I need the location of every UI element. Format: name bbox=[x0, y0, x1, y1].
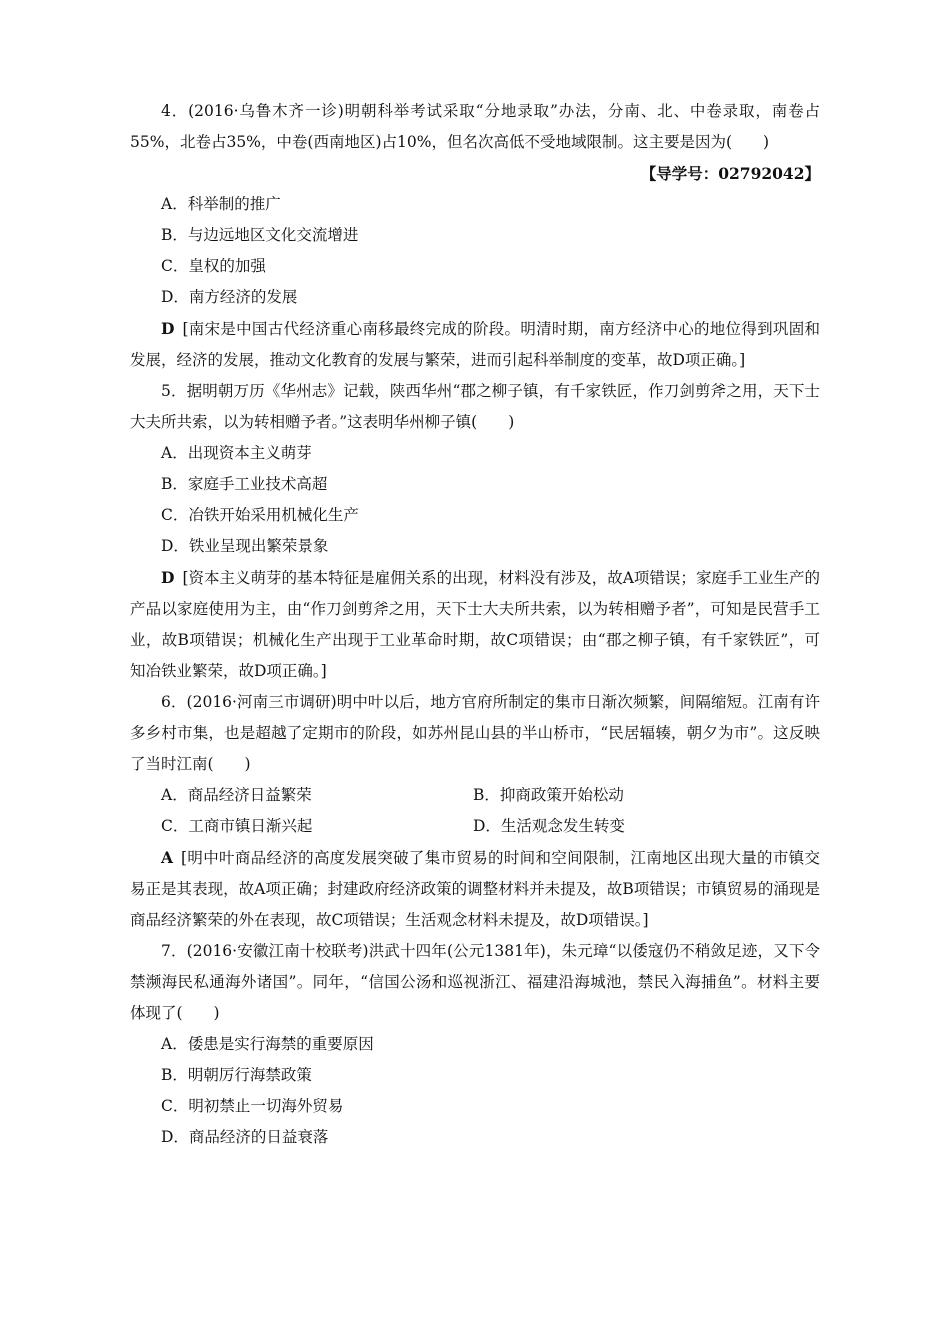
option-c: C．冶铁开始采用机械化生产 bbox=[161, 506, 359, 524]
option-d: D．南方经济的发展 bbox=[161, 288, 298, 306]
question-5 bbox=[130, 376, 820, 687]
answer-letter: D bbox=[161, 568, 175, 587]
answer-letter: A bbox=[161, 848, 174, 867]
explanation-text: [明中叶商品经济的高度发展突破了集市贸易的时间和空间限制，江南地区出现大量的市镇交易正是其表现，故A项正确；封建政府经济政策的调整材料并未提及，故B项错误；市镇贸易的涌现是商品经济繁荣的外在表现，故C项错误；生活观念材料未提及，故D项错误。] bbox=[130, 849, 820, 929]
option-b: B．与边远地区文化交流增进 bbox=[161, 226, 359, 244]
option-b: B．家庭手工业技术高超 bbox=[161, 475, 328, 493]
explanation-text: [资本主义萌芽的基本特征是雇佣关系的出现，材料没有涉及，故A项错误；家庭手工业生产的产品以家庭使用为主，由“作刀剑剪斧之用，天下士大夫所共索，以为转相赠予者”，可知是民营手工业，故B项错误；机械化生产出现于工业革命时期，故C项错误；由“郡之柳子镇，有千家铁匠”，可知冶铁业繁荣，故D项正确。] bbox=[130, 569, 820, 680]
question-6 bbox=[130, 687, 820, 936]
option-a: A．倭患是实行海禁的重要原因 bbox=[161, 1035, 374, 1053]
option-c: C．明初禁止一切海外贸易 bbox=[161, 1097, 344, 1115]
question-7 bbox=[130, 936, 820, 1153]
option-row bbox=[130, 811, 820, 842]
explanation-text: [南宋是中国古代经济重心南移最终完成的阶段。明清时期，南方经济中心的地位得到巩固和发展，经济的发展，推动文化教育的发展与繁荣，进而引起科举制度的变革，故D项正确。] bbox=[130, 320, 820, 369]
question-stem: 6．(2016·河南三市调研)明中叶以后，地方官府所制定的集市日渐次频繁，间隔缩短。江南有许多乡村市集，也是超越了定期市的阶段，如苏州昆山县的半山桥市，“民居辐辏，朝夕为市”。这反映了当时江南( ) bbox=[130, 693, 820, 773]
option-d: D．生活观念发生转变 bbox=[473, 817, 625, 835]
option-a: A．商品经济日益繁荣 bbox=[161, 786, 312, 804]
option-b: B．抑商政策开始松动 bbox=[473, 786, 624, 804]
document-page bbox=[130, 96, 820, 1153]
question-4 bbox=[130, 96, 820, 376]
answer-explanation bbox=[130, 842, 820, 936]
answer-letter: D bbox=[161, 319, 175, 338]
question-stem: 7．(2016·安徽江南十校联考)洪武十四年(公元1381年)，朱元璋“以倭寇仍不稍敛足迹，又下令禁濒海民私通海外诸国”。同年，“信国公汤和巡视浙江、福建沿海城池，禁民入海捕鱼”。材料主要体现了( ) bbox=[130, 942, 820, 1022]
question-stem: 5．据明朝万历《华州志》记载，陕西华州“郡之柳子镇，有千家铁匠，作刀剑剪斧之用，天下士大夫所共索，以为转相赠予者。”这表明华州柳子镇( ) bbox=[130, 382, 820, 431]
reference-number: 【导学号：02792042】 bbox=[640, 164, 820, 183]
answer-explanation bbox=[130, 313, 820, 376]
option-a: A．出现资本主义萌芽 bbox=[161, 444, 312, 462]
option-a: A．科举制的推广 bbox=[161, 195, 281, 213]
option-b: B．明朝厉行海禁政策 bbox=[161, 1066, 312, 1084]
option-d: D．商品经济的日益衰落 bbox=[161, 1128, 329, 1146]
answer-explanation bbox=[130, 562, 820, 687]
question-stem: 4．(2016·乌鲁木齐一诊)明朝科举考试采取“分地录取”办法，分南、北、中卷录取，南卷占55%，北卷占35%，中卷(西南地区)占10%，但名次高低不受地域限制。这主要是因为( ) bbox=[130, 102, 820, 151]
option-d: D．铁业呈现出繁荣景象 bbox=[161, 537, 329, 555]
option-c: C．皇权的加强 bbox=[161, 257, 266, 275]
option-row bbox=[130, 780, 820, 811]
option-c: C．工商市镇日渐兴起 bbox=[161, 817, 313, 835]
